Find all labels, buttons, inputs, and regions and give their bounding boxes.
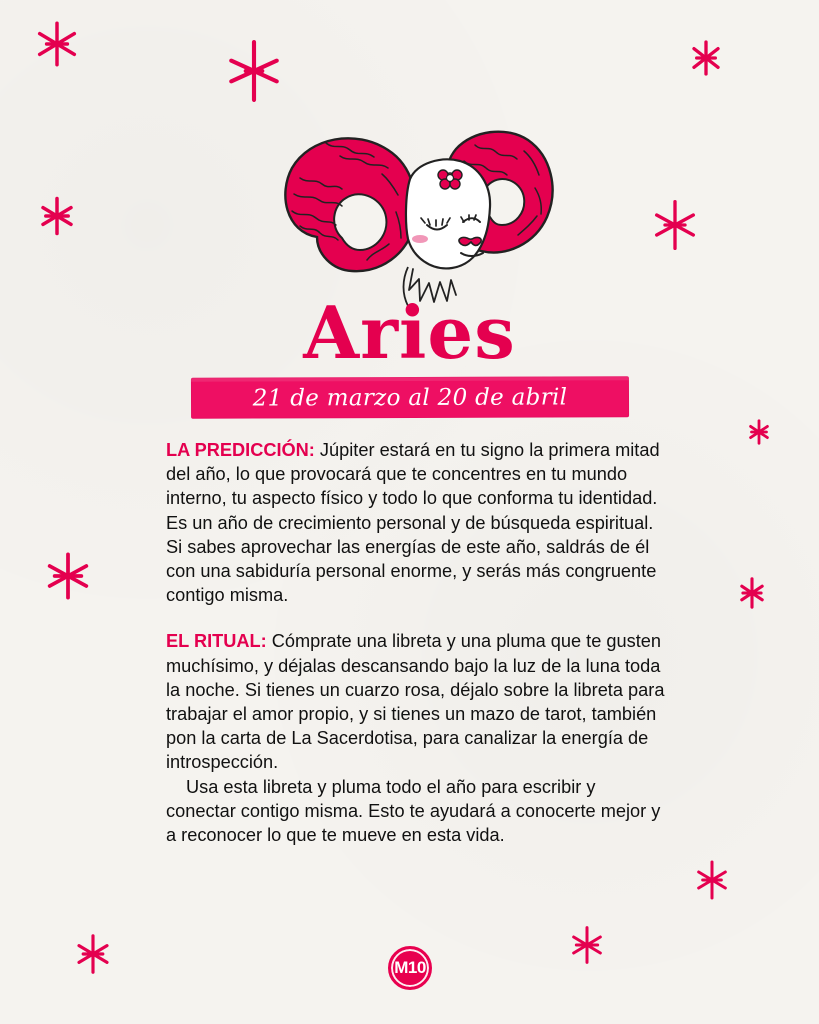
brand-logo: M10 [388, 946, 432, 990]
ritual-label: EL RITUAL: [166, 631, 267, 652]
date-range: 21 de marzo al 20 de abril [252, 384, 568, 412]
prediction-paragraph [166, 438, 666, 607]
prediction-text: Júpiter estará en tu signo la primera mitad del año, lo que provocará que te concentres en tu mundo interno, tu aspecto físico y todo lo que conforma tu identidad. Es un año de crecimiento personal y de búsqueda espiritual. Si sabes aprovechar las energías de este año, saldrás de él con una sabiduría personal enorme, y serás más congruente contigo misma. [166, 440, 660, 606]
prediction-label: LA PREDICCIÓN: [166, 440, 315, 460]
page-title: Aries [303, 290, 516, 375]
ritual-text-1: Cómprate una libreta y una pluma que te gusten muchísimo, y déjalas descansando bajo la luz de la luna toda la noche. Si tienes un cuarzo rosa, déjalo sobre la libreta para trabajar el amor propio, y si tienes un mazo de tarot, también pon la carta de La Sacerdotisa, para canalizar la energía de introspección. [166, 631, 665, 773]
horoscope-content [166, 438, 666, 847]
ritual-paragraph [166, 629, 666, 847]
ritual-text-2: Usa esta libreta y pluma todo el año para escribir y conectar contigo misma. Esto te ayudará a conocerte mejor y a reconocer lo que te mueve en esta vida. [166, 776, 661, 846]
date-banner [191, 376, 629, 419]
